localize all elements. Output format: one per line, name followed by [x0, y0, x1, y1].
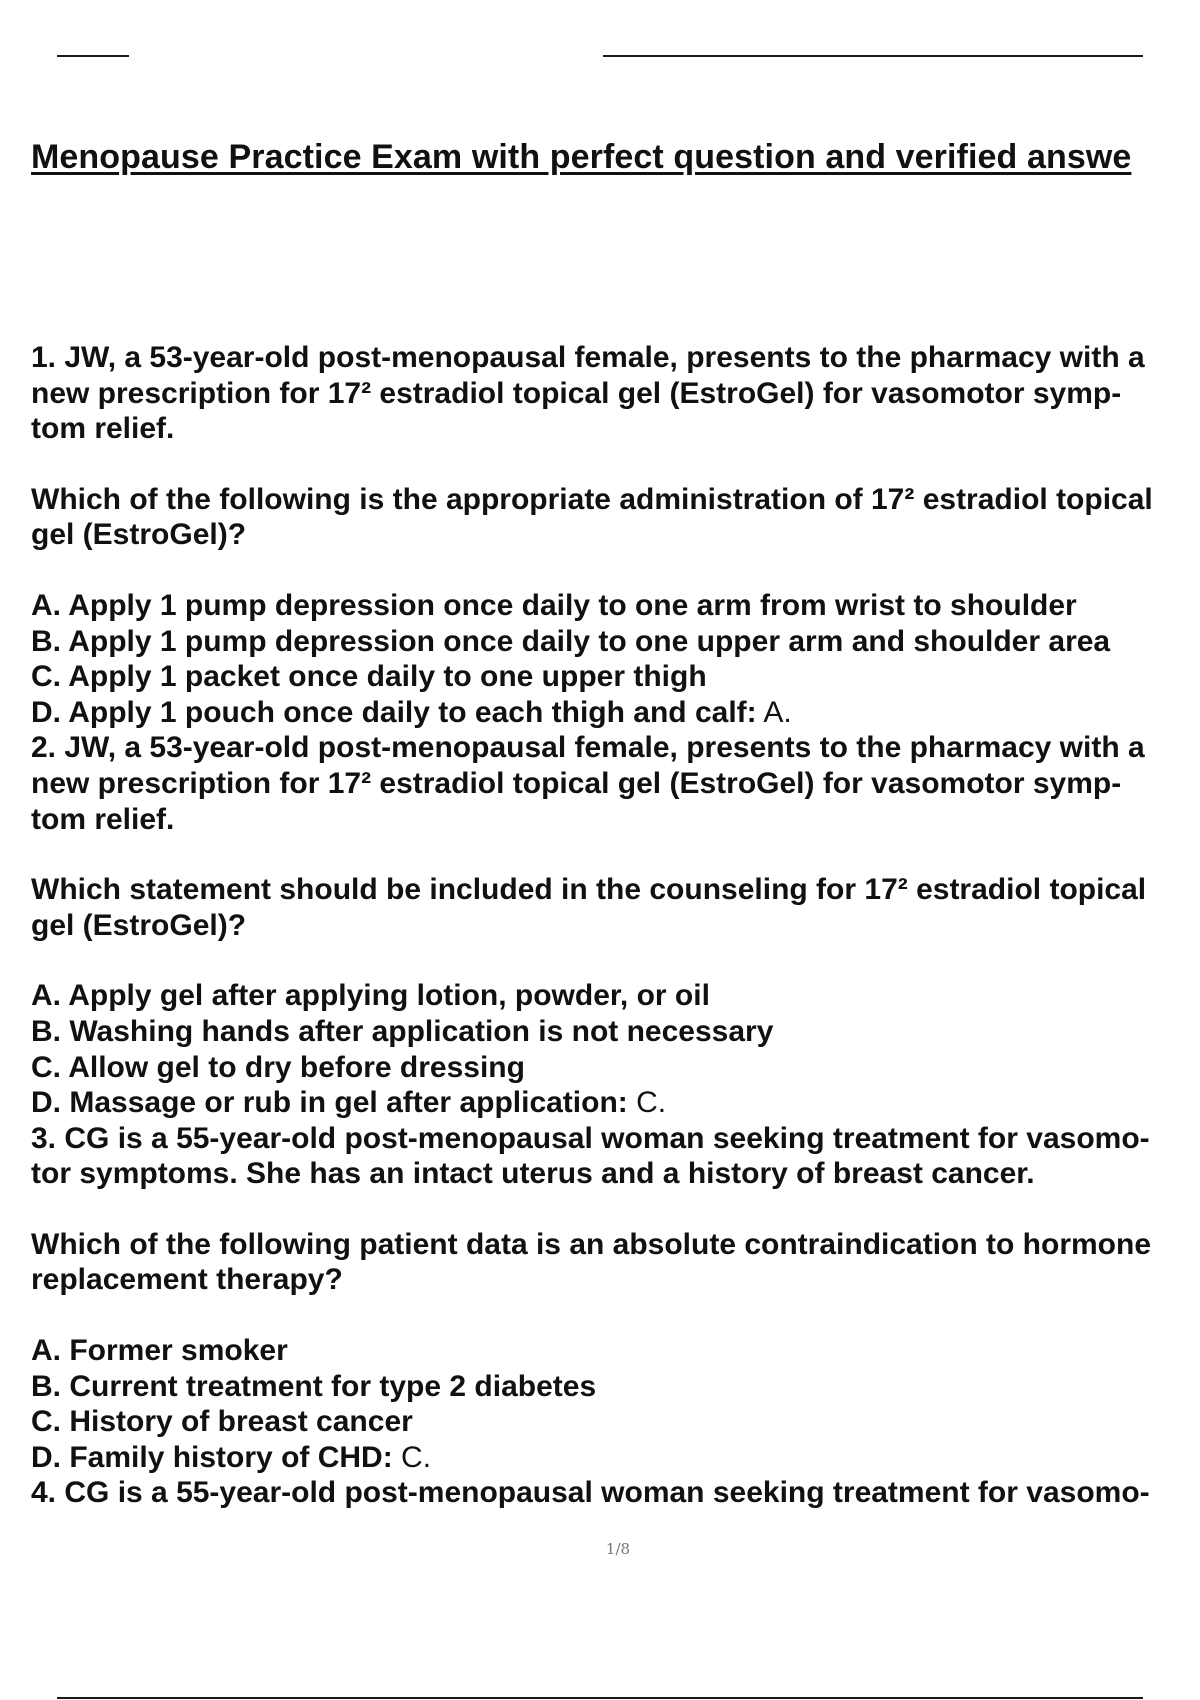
question-2-stem-line: 2. JW, a 53-year-old post-menopausal female, presents to the pharmacy with a: [31, 731, 1145, 765]
spacer: [31, 1192, 1200, 1227]
question-4: [31, 1475, 1200, 1511]
question-2: [31, 730, 1200, 1120]
question-2-option-a: A. Apply gel after applying lotion, powder, or oil: [31, 979, 710, 1013]
question-2-answer: C.: [627, 1086, 667, 1120]
question-list: [31, 340, 1200, 1511]
question-2-prompt-line: Which statement should be included in the counseling for 17² estradiol topical: [31, 873, 1147, 907]
question-3-option-d-text: D. Family history of CHD:: [31, 1440, 393, 1474]
top-right-rule: [603, 55, 1143, 57]
question-4-stem-line: 4. CG is a 55-year-old post-menopausal woman seeking treatment for vasomo-: [31, 1476, 1150, 1510]
page-number: 1/8: [605, 1540, 631, 1558]
question-1-option-b: B. Apply 1 pump depression once daily to one upper arm and shoulder area: [31, 624, 1111, 658]
question-3-prompt-line: replacement therapy?: [31, 1263, 343, 1297]
question-2-prompt-line: gel (EstroGel)?: [31, 908, 247, 942]
question-3-option-b: B. Current treatment for type 2 diabetes: [31, 1369, 597, 1403]
question-3-option-d: [31, 1440, 1200, 1476]
question-1: [31, 340, 1200, 730]
question-3-stem-line: tor symptoms. She has an intact uterus and a history of breast cancer.: [31, 1157, 1035, 1191]
question-3-option-a: A. Former smoker: [31, 1334, 288, 1368]
question-1-stem-line: tom relief.: [31, 412, 175, 446]
spacer: [31, 447, 1200, 482]
question-2-option-b: B. Washing hands after application is not necessary: [31, 1014, 774, 1048]
question-1-stem-line: new prescription for 17² estradiol topical gel (EstroGel) for vasomotor symp-: [31, 376, 1122, 410]
question-1-option-d: [31, 695, 1200, 731]
question-1-prompt-line: Which of the following is the appropriate administration of 17² estradiol topical: [31, 482, 1153, 516]
spacer: [31, 837, 1200, 872]
question-1-option-d-text: D. Apply 1 pouch once daily to each thigh and calf:: [31, 695, 757, 729]
question-2-stem-line: new prescription for 17² estradiol topical gel (EstroGel) for vasomotor symp-: [31, 766, 1122, 800]
question-1-stem-line: 1. JW, a 53-year-old post-menopausal female, presents to the pharmacy with a: [31, 341, 1145, 374]
question-3-answer: C.: [392, 1440, 432, 1474]
question-3-stem-line: 3. CG is a 55-year-old post-menopausal woman seeking treatment for vasomo-: [31, 1121, 1150, 1155]
spacer: [31, 553, 1200, 588]
question-1-option-c: C. Apply 1 packet once daily to one upper thigh: [31, 660, 707, 694]
page-title: Menopause Practice Exam with perfect question and verified answe: [31, 138, 1132, 176]
top-left-rule: [57, 55, 129, 57]
question-2-option-c: C. Allow gel to dry before dressing: [31, 1050, 525, 1084]
question-3: [31, 1121, 1200, 1476]
question-1-prompt-line: gel (EstroGel)?: [31, 518, 247, 552]
question-2-option-d-text: D. Massage or rub in gel after application:: [31, 1086, 628, 1120]
question-1-answer: A.: [756, 695, 792, 729]
question-2-option-d: [31, 1085, 1200, 1121]
question-3-option-c: C. History of breast cancer: [31, 1405, 413, 1439]
question-3-prompt-line: Which of the following patient data is an absolute contraindication to hormone: [31, 1227, 1152, 1261]
spacer: [31, 943, 1200, 978]
question-2-stem-line: tom relief.: [31, 802, 175, 836]
question-1-option-a: A. Apply 1 pump depression once daily to one arm from wrist to shoulder: [31, 588, 1077, 622]
spacer: [31, 1298, 1200, 1333]
bottom-rule: [57, 1697, 1143, 1699]
